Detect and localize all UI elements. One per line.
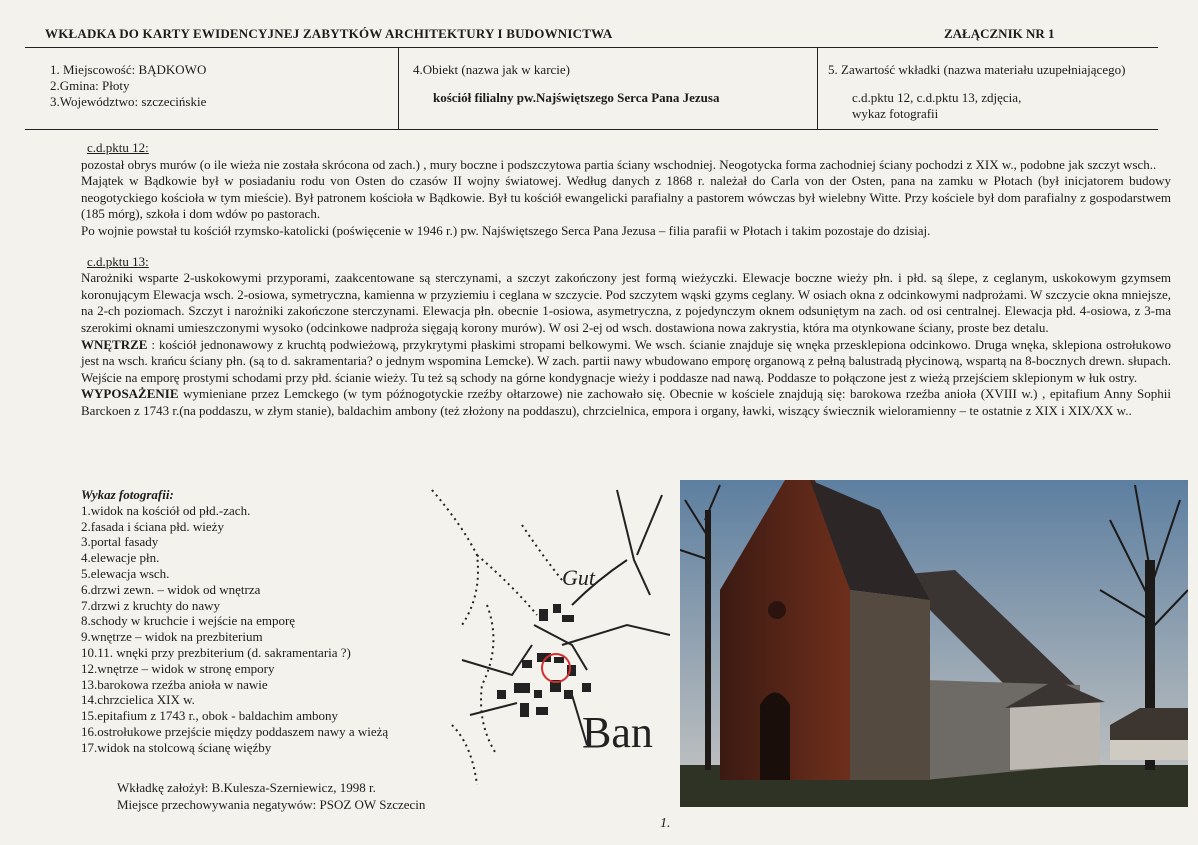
section12-paragraph: Po wojnie powstał tu kościół rzymsko-katolicki (poświęcenie w 1946 r.) pw. Najświętszego Serca Pana Jezusa – filia parafii w Płotach i takim pozostaje do dzisiaj. [81, 222, 931, 238]
list-item: 1.widok na kościół od płd.-zach. [81, 502, 251, 518]
object-label: 4.Obiekt (nazwa jak w karcie) [413, 62, 571, 77]
list-item: 10.11. wnęki przy prezbiterium (d. sakramentaria ?) [81, 644, 351, 660]
document-title: WKŁADKA DO KARTY EWIDENCYJNEJ ZABYTKÓW ARCHITEKTURY I BUDOWNICTWA [45, 26, 613, 41]
furnishing-label: WYPOSAŻENIE [81, 386, 179, 402]
table-bottom-border [25, 129, 1158, 130]
list-item: 17.widok na stolcową ścianę więźby [81, 739, 272, 755]
section13-heading: c.d.pktu 13: [87, 253, 149, 269]
location-voivodeship: 3.Województwo: szczecińskie [50, 94, 207, 109]
contents-cell [828, 62, 1125, 122]
author-line: Wkładkę założył: B.Kulesza-Szerniewicz, 1998 r. [117, 780, 376, 795]
section12-paragraph: pozostał obrys murów (o ile wieża nie została skrócona od zach.) , mury boczne i podszczytowa partia ściany wschodniej. Neogotycka forma zachodniej ściany pochodzi z XIX w., podobne jak szczyt wsch.. [81, 156, 1157, 172]
contents-line1: c.d.pktu 12, c.d.pktu 13, zdjęcia, [852, 90, 1022, 105]
map-label-ban: Ban [582, 708, 653, 757]
location-cell [50, 62, 206, 110]
section12-paragraph: Majątek w Bądkowie był w posiadaniu rodu von Osten do czasów II wojny światowej. Według danych z 1868 r. należał do Carla von der Osten, pana na zamku w Płotach (był inicjatorem budowy neogotyckiego kościoła w tym mieście). Był patronem kościoła w Bądkowie. Był tu kościół ewangelicki parafialny a pastorem wówczas był wielebny Witte. Przy kościele był dom parafialny z gospodarstwem (185 mórg), szkoła i dom wdów po pastorach. [81, 173, 1171, 222]
list-item: 8.schody w kruchcie i wejście na emporę [81, 613, 296, 629]
list-item: 9.wnętrze – widok na prezbiterium [81, 629, 263, 645]
section13-paragraph: Narożniki wsparte 2-uskokowymi przyporami, zaakcentowane są sterczynami, a szczyt zakończony jest formą wieżyczki. Elewacje boczne wieży płn. i płd. są ślepe, z ceglanym, uskokowym gzymsem koronującym Elewacja wsch. 2-osiowa, symetryczna, kamienna w przyziemiu i ceglana w szczycie. Pod szczytem wąski gzyms ceglany. W osiach okna z odcinkowymi nadprożami. W szczycie okna mniejsze, na 2-ch poziomach. Szczyt i narożniki zakończone sterczynami. Elewacja płn. obecnie 1-osiowa, asymetryczna, z pojedynczym oknem odsuniętym na zach. od osi centralnej. Elewacja płd. 4-osiowa, z 3-ma szerokimi oknami umieszczonymi wysoko (odcinkowe nadproża sięgają korony murów). W osi 2-ej od wsch. dostawiona nowa zakrystia, która ma otynkowane ściany, proste bez detalu. [81, 270, 1171, 335]
section13-furnishing [81, 386, 1171, 419]
list-item: 3.portal fasady [81, 534, 159, 550]
list-item: 14.chrzcielica XIX w. [81, 692, 195, 708]
list-item: 5.elewacja wsch. [81, 565, 170, 581]
list-item: 6.drzwi zewn. – widok od wnętrza [81, 581, 261, 597]
contents-label: 5. Zawartość wkładki (nazwa materiału uzupełniającego) [828, 62, 1126, 77]
interior-text: : kościół jednonawowy z kruchtą podwieżową, przykrytymi płaskimi stropami belkowymi. We wsch. ścianie znajduje się wnęka przesklepiona odcinkowo. Druga wnęka, sklepiona ostrołukowo jest na wsch. krańcu ściany płn. (są to d. sakramentaria? o jednym wspomina Lemcke). W zach. partii nawy wbudowano emporę organową z pełną balustradą płycinową, wspartą na 8-bocznych drewn. słupach. Wejście na emporę prostymi schodami przy płd. ścianie wieży. Tu też są schody na górne kondygnacje wieży i poddasze nad nawą. Poddasze to połączone jest z wieżą przejściem sklepionym w łuk ostry. [81, 336, 1171, 385]
list-item: 2.fasada i ściana płd. wieży [81, 518, 224, 534]
church-photo [680, 480, 1188, 807]
location-map [422, 485, 680, 785]
section12-heading: c.d.pktu 12: [87, 140, 149, 155]
photo-number: 1. [660, 816, 671, 831]
list-item: 15.epitafium z 1743 r., obok - baldachim ambony [81, 708, 339, 724]
table-top-border [25, 47, 1158, 48]
section13-interior [81, 337, 1171, 387]
photo-list-heading: Wykaz fotografii: [81, 487, 174, 502]
list-item: 13.barokowa rzeźba anioła w nawie [81, 676, 268, 692]
location-town: 1. Miejscowość: BĄDKOWO [50, 62, 207, 77]
storage-line: Miejsce przechowywania negatywów: PSOZ OW Szczecin [117, 797, 426, 812]
table-divider [398, 47, 399, 129]
map-label-gut: Gut [562, 565, 595, 590]
photo-list [81, 487, 388, 756]
list-item: 16.ostrołukowe przejście między poddaszem nawy a wieżą [81, 723, 389, 739]
attachment-number: ZAŁĄCZNIK NR 1 [944, 26, 1055, 41]
list-item: 7.drzwi z kruchty do nawy [81, 597, 220, 613]
furnishing-text: wymieniane przez Lemckego (w tym późnogotyckie rzeźby ołtarzowe) nie zachowało się. Obecnie w kościele znajdują się: barokowa rzeźba anioła (XVIII w.) , epitafium Anny Sophii Barckoen z 1743 r.(na poddaszu, w złym stanie), baldachim ambony (też złożony na poddaszu), chrzcielnica, empora i organy, ławki, wiszący świecznik wieloramienny – te ostatnie z XIX i XIX/XX w.. [81, 386, 1171, 418]
object-name: kościół filialny pw.Najświętszego Serca Pana Jezusa [433, 90, 720, 105]
object-cell [413, 62, 719, 106]
location-commune: 2.Gmina: Płoty [50, 78, 130, 93]
list-item: 4.elewacje płn. [81, 550, 160, 566]
table-divider [817, 47, 818, 129]
body-text [81, 140, 1171, 420]
interior-label: WNĘTRZE [81, 336, 148, 352]
contents-line2: wykaz fotografii [852, 106, 939, 121]
list-item: 12.wnętrze – widok w stronę empory [81, 660, 275, 676]
